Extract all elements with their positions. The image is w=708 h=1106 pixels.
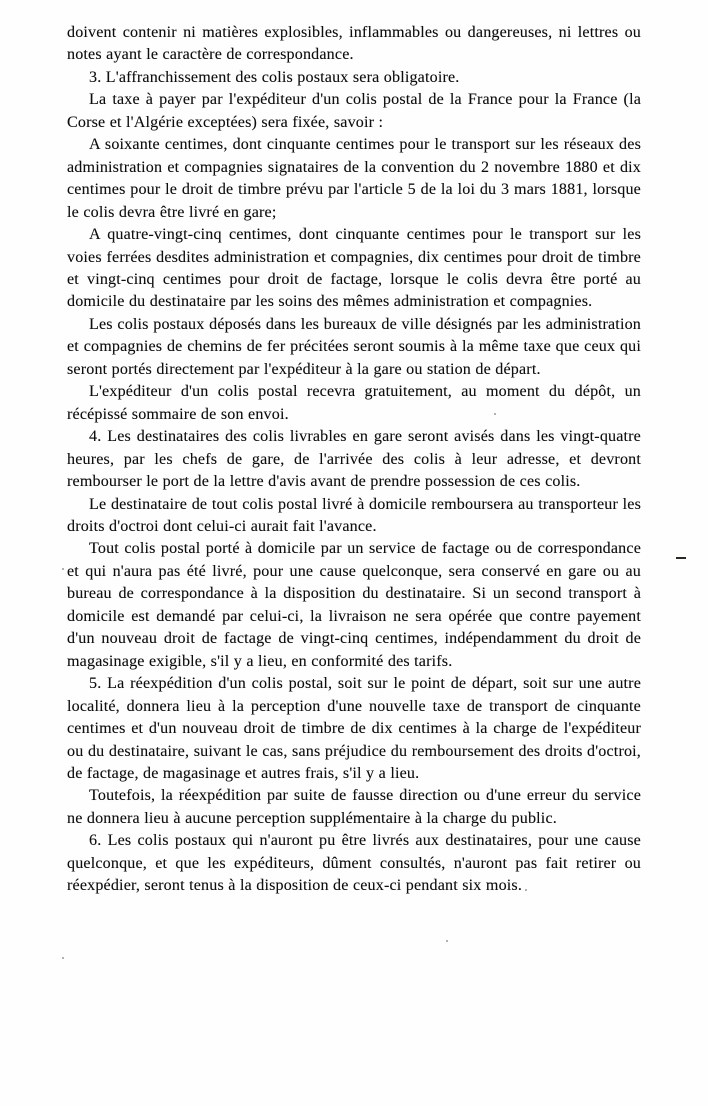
paragraph-article-6: 6. Les colis postaux qui n'auront pu être livrés aux destinataires, pour une cause quelconque, et que les expéditeurs, dûment consultés, n'auront pas fait retirer ou réexpédier, seront tenus à la disposition de ceux-ci pendant six mois.	[67, 832, 641, 895]
paragraph-article-5: 5. La réexpédition d'un colis postal, soit sur le point de départ, soit sur une autre localité, donnera lieu à la perception d'une nouvelle taxe de transport de cinquante centimes et d'un nouveau droit de timbre de dix centimes à la charge de l'expéditeur ou du destinataire, suivant le cas, sans préjudice du remboursement des droits d'octroi, de factage, de magasinage et autres frais, s'il y a lieu.	[67, 675, 641, 782]
ink-speck-artifact	[494, 413, 496, 415]
ink-speck-artifact	[62, 568, 64, 570]
paragraph-dangerous-goods: doivent contenir ni matières explosibles, inflammables ou dangereuses, ni lettres ou notes ayant le caractère de correspondance.	[67, 24, 641, 64]
ink-speck-artifact	[525, 889, 527, 891]
paragraph-taxe-expediteur: La taxe à payer par l'expéditeur d'un colis postal de la France pour la France (la Corse et l'Algérie exceptées) sera fixée, savoir :	[67, 91, 641, 131]
paragraph-bureaux-de-ville: Les colis postaux déposés dans les bureaux de ville désignés par les administration et compagnies de chemins de fer précitées seront soumis à la même taxe que ceux qui seront portés directement par l'expéditeur à la gare ou station de départ.	[67, 315, 641, 378]
paragraph-droits-octroi: Le destinataire de tout colis postal livré à domicile remboursera au transporteur les droits d'octroi dont celui-ci aurait fait l'avance.	[67, 495, 641, 535]
paragraph-article-4: 4. Les destinataires des colis livrables en gare seront avisés dans les vingt-quatre heures, par les chefs de gare, de l'arrivée des colis à leur adresse, et devront rembourser le port de la lettre d'avis avant de prendre possession de ces colis.	[67, 428, 641, 491]
paragraph-recepisse: L'expéditeur d'un colis postal recevra gratuitement, au moment du dépôt, un récépissé sommaire de son envoi.	[67, 383, 641, 423]
paragraph-tarif-quatre-vingt-cinq-centimes: A quatre-vingt-cinq centimes, dont cinquante centimes pour le transport sur les voies ferrées desdites administration et compagnies, dix centimes pour droit de timbre et vingt-cinq centimes pour droit de factage, lorsque le colis devra être porté au domicile du destinataire par les soins des mêmes administration et compagnies.	[67, 226, 641, 311]
text-column	[67, 22, 641, 898]
margin-dash-artifact	[676, 557, 686, 559]
paragraph-article-3: 3. L'affranchissement des colis postaux sera obligatoire.	[89, 68, 460, 86]
paragraph-colis-non-livre: Tout colis postal porté à domicile par un service de factage ou de correspondance et qui n'aura pas été livré, pour une cause quelconque, sera conservé en gare ou au bureau de correspondance à la disposition du destinataire. Si un second transport à domicile est demandé par celui-ci, la livraison ne sera opérée que contre payement d'un nouveau droit de factage de vingt-cinq centimes, indépendamment du droit de magasinage exigible, s'il y a lieu, en conformité des tarifs.	[67, 540, 641, 670]
paragraph-fausse-direction: Toutefois, la réexpédition par suite de fausse direction ou d'une erreur du service ne donnera lieu à aucune perception supplémentaire à la charge du public.	[67, 787, 641, 827]
ink-speck-artifact	[62, 957, 64, 959]
ink-speck-artifact	[446, 940, 448, 942]
paragraph-tarif-soixante-centimes: A soixante centimes, dont cinquante centimes pour le transport sur les réseaux des administration et compagnies signataires de la convention du 2 novembre 1880 et dix centimes pour le droit de timbre prévu par l'article 5 de la loi du 3 mars 1881, lorsque le colis devra être livré en gare;	[67, 136, 641, 221]
